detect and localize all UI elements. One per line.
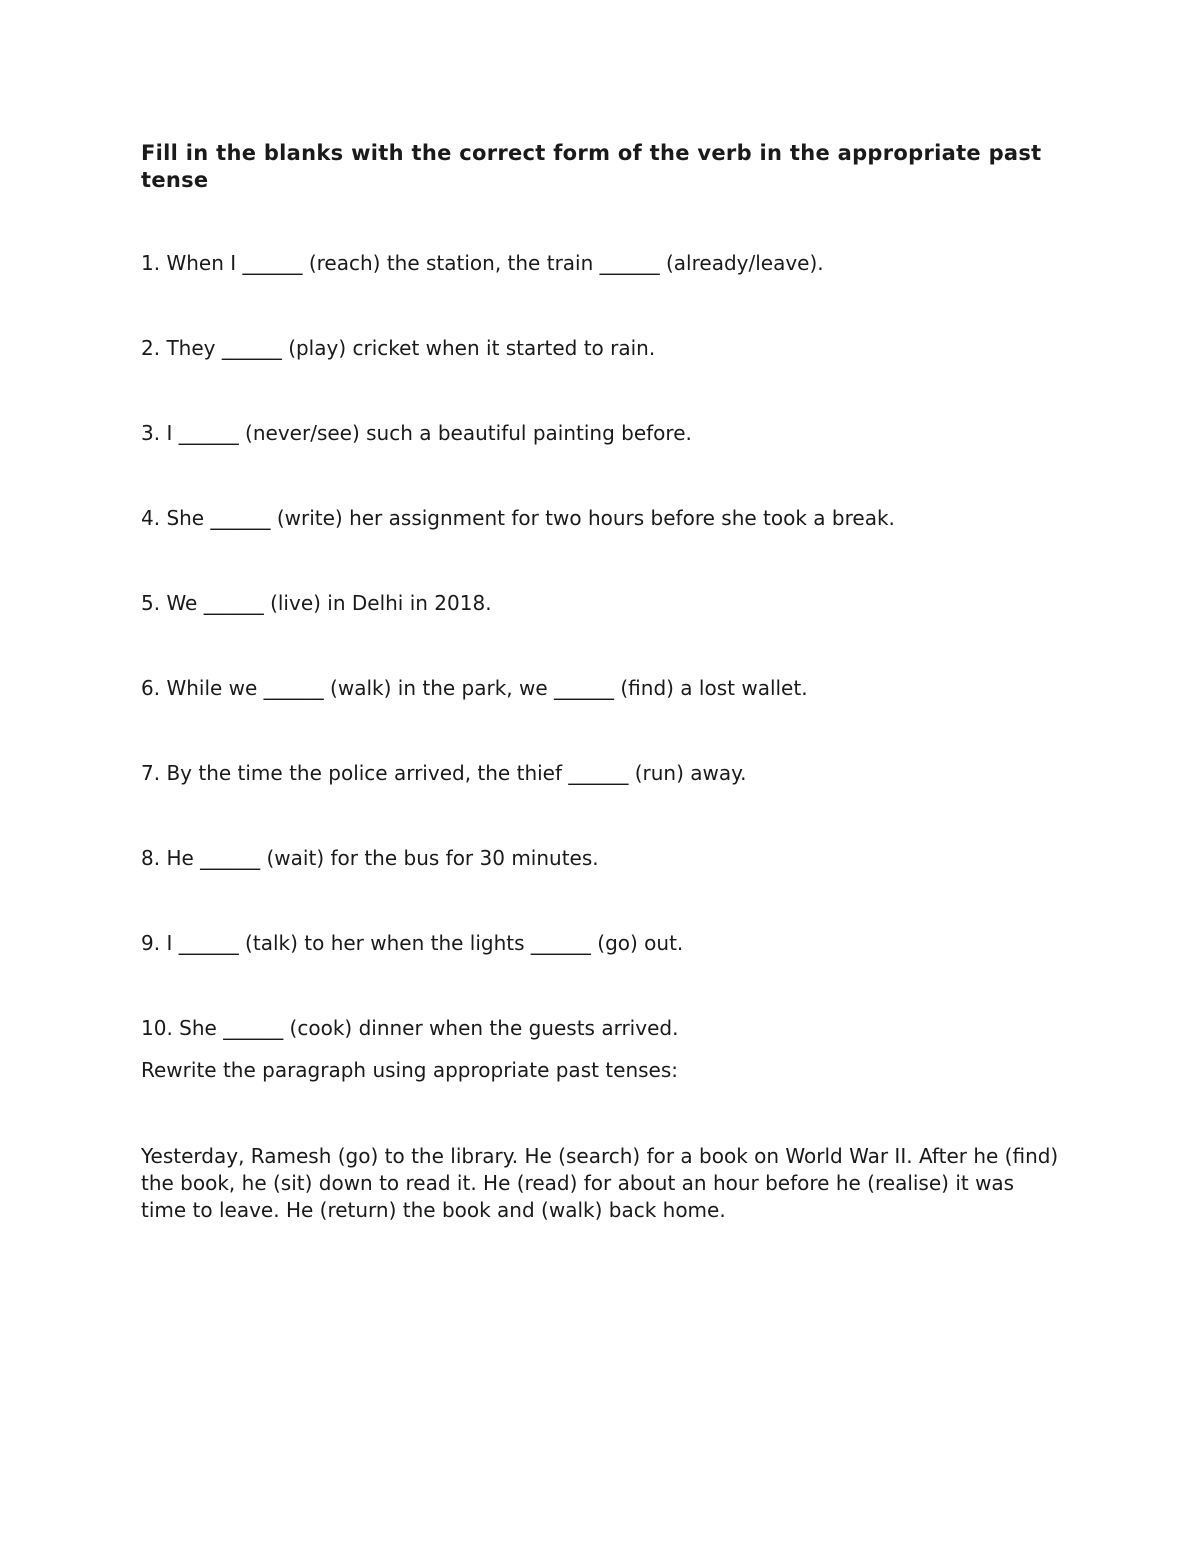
question-item-3: 3. I ______ (never/see) such a beautiful painting before.: [141, 421, 692, 445]
rewrite-instruction: Rewrite the paragraph using appropriate past tenses:: [141, 1058, 679, 1082]
question-item-10: 10. She ______ (cook) dinner when the guests arrived.: [141, 1016, 679, 1040]
question-item-5: 5. We ______ (live) in Delhi in 2018.: [141, 591, 492, 615]
question-item-8: 8. He ______ (wait) for the bus for 30 minutes.: [141, 846, 599, 870]
worksheet-page: [141, 140, 1061, 1224]
question-item-7: 7. By the time the police arrived, the thief ______ (run) away.: [141, 761, 747, 785]
worksheet-heading: Fill in the blanks with the correct form of the verb in the appropriate past tense: [141, 141, 1042, 192]
question-item-2: 2. They ______ (play) cricket when it started to rain.: [141, 336, 656, 360]
question-item-6: 6. While we ______ (walk) in the park, we ______ (find) a lost wallet.: [141, 676, 808, 700]
question-item-1: 1. When I ______ (reach) the station, the train ______ (already/leave).: [141, 251, 824, 275]
question-item-4: 4. She ______ (write) her assignment for two hours before she took a break.: [141, 506, 895, 530]
question-item-9: 9. I ______ (talk) to her when the lights ______ (go) out.: [141, 931, 684, 955]
rewrite-paragraph: Yesterday, Ramesh (go) to the library. He (search) for a book on World War II. After he (find) the book, he (sit) down to read it. He (read) for about an hour before he (realise) it was time to leave. He (return) the book and (walk) back home.: [141, 1144, 1059, 1222]
